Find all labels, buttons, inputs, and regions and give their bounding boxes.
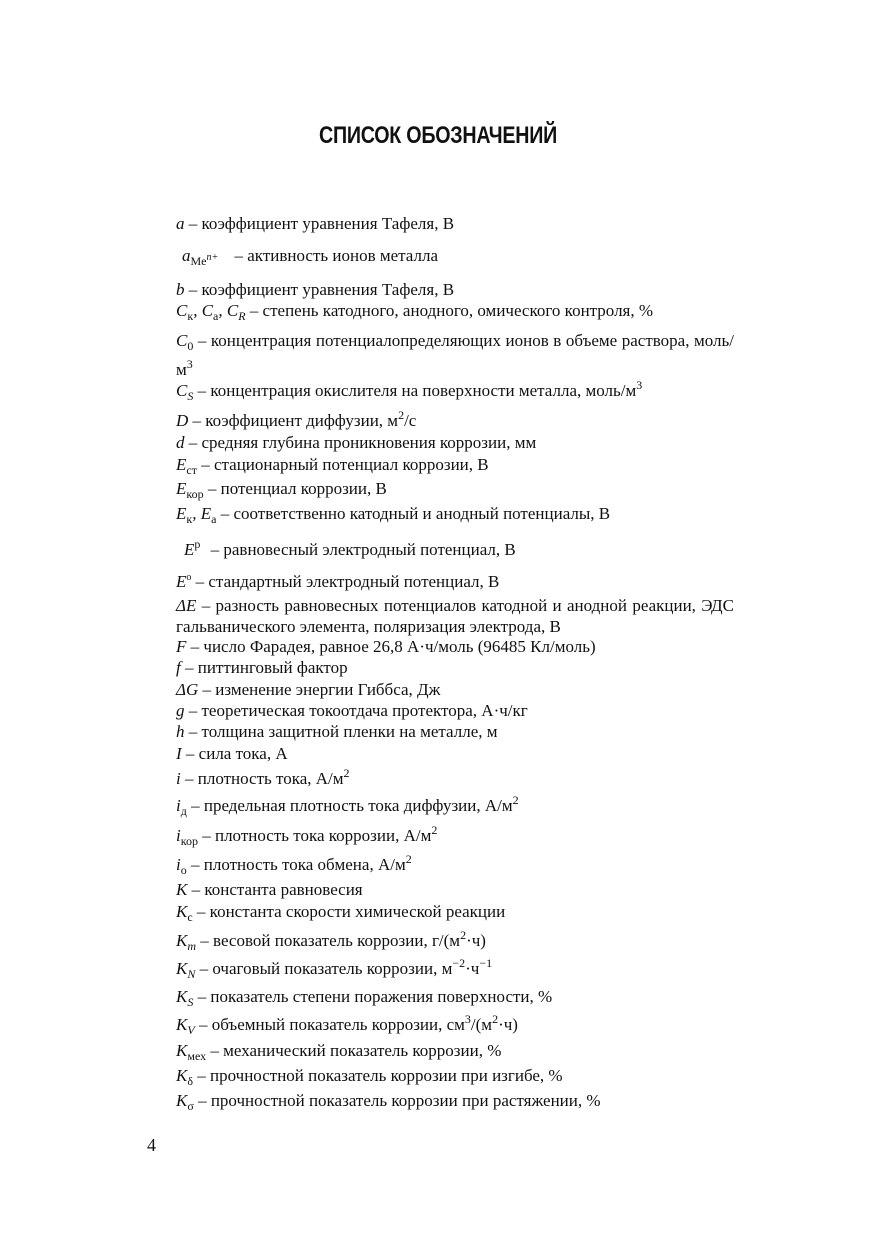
list-item: $E_к$, $E_а$ – соответственно катодный и анодный потенциалы, В: [176, 504, 611, 526]
list-item: $K_\sigma$ – прочностной показатель коррозии при растяжении, %: [176, 1091, 601, 1113]
list-item: $K_\delta$ – прочностной показатель коррозии при изгибе, %: [176, 1066, 563, 1088]
list-item: $E^р$ – равновесный электродный потенциал, В: [184, 537, 516, 559]
list-item: $i_о$ – плотность тока обмена, $А/м^2$: [176, 852, 412, 877]
list-item: $E^о$ – стандартный электродный потенциал, В: [176, 572, 500, 591]
list-item: $C_0$ – концентрация потенциалопределяющих ионов в объеме раствора, моль/$м^3$: [176, 331, 734, 379]
list-item: I – сила тока, А: [176, 744, 288, 763]
list-item: ΔE – разность равновесных потенциалов катодной и анодной реакции, ЭДС гальванического элемента, поляризация электрода, В: [176, 596, 734, 636]
list-item: $i_{кор}$ – плотность тока коррозии, $А/м^2$: [176, 823, 438, 848]
list-item: $K_S$ – показатель степени поражения поверхности, %: [176, 987, 553, 1009]
list-item: h – толщина защитной пленки на металле, м: [176, 722, 498, 741]
list-item: b – коэффициент уравнения Тафеля, В: [176, 280, 455, 299]
list-item: $a_{Me^{n+}}$ – активность ионов металла: [182, 246, 439, 268]
list-item: a – коэффициент уравнения Тафеля, В: [176, 214, 455, 233]
list-item: D – коэффициент диффузии, $м^2/с$: [176, 408, 417, 430]
page-number: 4: [147, 1135, 156, 1155]
list-item: ΔG – изменение энергии Гиббса, Дж: [176, 680, 441, 699]
list-item: f – питтинговый фактор: [176, 658, 348, 677]
list-item: $K_{мех}$ – механический показатель коррозии, %: [176, 1041, 502, 1063]
list-item: $E_{ст}$ – стационарный потенциал коррозии, В: [176, 455, 489, 477]
list-item: g – теоретическая токоотдача протектора, А·ч/кг: [176, 701, 528, 720]
list-item: $C_к$, $C_а$, $C_R$ – степень катодного, анодного, омического контроля, %: [176, 301, 654, 323]
list-item: $K_m$ – весовой показатель коррозии, $г/(м^2\cdot ч)$: [176, 928, 486, 953]
list-item: $E_{кор}$ – потенциал коррозии, В: [176, 479, 387, 501]
list-item: $K_V$ – объемный показатель коррозии, $см^3/(м^2\cdot ч)$: [176, 1012, 518, 1037]
list-item: K – константа равновесия: [176, 880, 363, 899]
list-item: $K_N$ – очаговый показатель коррозии, $м^{-2}\cdot ч^{-1}$: [176, 956, 493, 981]
list-item: F – число Фарадея, равное 26,8 А·ч/моль (96485 Кл/моль): [176, 637, 596, 656]
list-item: $C_S$ – концентрация окислителя на поверхности металла, моль/$м^3$: [176, 378, 643, 403]
list-item: $i_д$ – предельная плотность тока диффузии, $А/м^2$: [176, 793, 519, 818]
list-item: d – средняя глубина проникновения коррозии, мм: [176, 433, 537, 452]
page-title: СПИСОК ОБОЗНАЧЕНИЙ: [318, 122, 558, 149]
list-item: i – плотность тока, $А/м^2$: [176, 766, 350, 788]
list-item: $K_c$ – константа скорости химической реакции: [176, 902, 506, 924]
